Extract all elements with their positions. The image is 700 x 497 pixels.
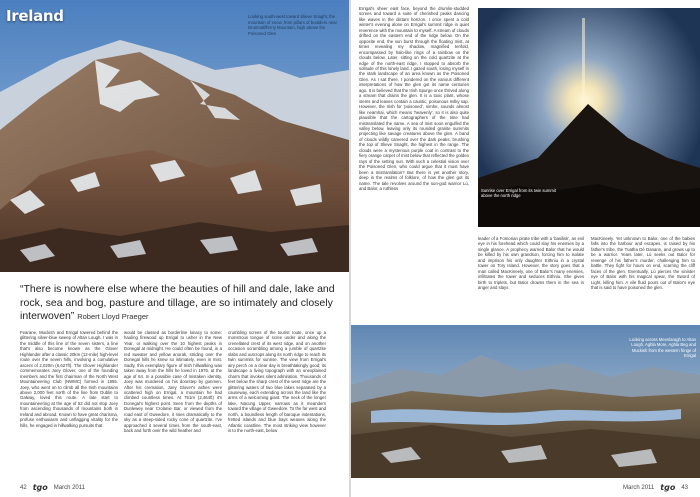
magazine-logo: tgo <box>32 483 48 492</box>
photo-caption: Looking south-west toward Slieve Snaght, the mountain of snow, from pillars of boulders near Drumnalifferny Mountain, high above the Poisoned Glen <box>248 14 338 36</box>
mountain-photo-art <box>0 0 349 272</box>
issue-date: March 2011 <box>53 484 85 491</box>
mountain-photo <box>0 0 349 272</box>
page-number-right: 43 <box>681 484 688 491</box>
pull-quote <box>20 283 338 324</box>
issue-date-right: March 2011 <box>623 484 655 491</box>
folio-left <box>20 483 85 492</box>
pull-quote-text: “There is nowhere else where the beauties of hill and dale, lake and rock, sea and bog, pasture and tillage, are so intimately and closely interwoven” <box>20 283 335 322</box>
body-column-2: would be classed as borderline lunacy to some: hauling firewood up Errigal to usher in the New Year, or walking over the 10 highest peaks in Donegal at midnight. He could often be found, in a red sweater and yellow anorak, striding over the Donegal hills he knew so intimately, even in mist. Sadly, this exemplary figure of Irish hillwalking was taken away from the hills he loved in 1976, at the age of 64. In a possible case of mistaken identity, Joey was murdered on his doorstep by gunmen. After his cremation, Joey Glover's ashes were scattered high on Errigal, a mountain he had climbed countless times. At 751m (2,464ft) it's Donegal's highest point. Seen from the depths of Dunlewey near Crolanie Bar, or viewed from the road east of Gweedore, it rises dramatically to the sky as a steep-sided rocky cone of quartzite. I've approached it several times from the south-east, back and forth over the wild heather and <box>124 330 222 434</box>
body-column-1: Fearane, Muckish and Errigal towered behind the glittering silver-blue sweep of Altan Lough. I was in the middle of this line of the seven sisters, a line that's also become known as the Glover Highlander after a classic 20km (12-mile) high-level route over the seven hills, involving a cumulative ascent of 2,020m (6,627ft). The Glover Highlander commemorates Joey Glover, one of the founding members and the first chairman of the North West Mountaineering Club (NWMC) formed in 1955. Joey, who went on to climb all the Irish mountains above 2,000 feet north of the line from Dublin to Galway, loved this route. A late start to mountaineering at the age of 52 did not stop Joey from ascending thousands of mountains both in Ireland and abroad. Known to have great charisma, profuse enthusiasm and unflagging vitality for the hills, he engaged in hillwalking pursuits that <box>20 330 118 428</box>
body-column-5: leader of a Fomorian pirate tribe with a 'basilisk', an evil eye in his forehead which could slay his enemies by a single glance. A prophecy warned Balor that he would be killed by his own grandson, forcing him to isolate and imprison his only daughter Eithniu in a crystal tower on Tory Island. However, the story goes that a man called MacKineely, one of Balor's many enemies, infiltrates the tower and seduces Eithniu. She gives birth to triplets, but Balor drowns them in the sea in anger and slays <box>478 236 584 291</box>
page-number: 42 <box>20 484 27 491</box>
body-column-6: MacKineely. Yet unknown to Balor, one of the babies falls into the harbour and escapes, is raised by his father's tribe, the Tuatha Dé Danann, and grows up to be a warrior. Years later, Lú seeks out Balor for revenge of his father's murder, challenging him to battle. They fight for hours on end, scarring the cliff faces of the glen. Eventually, Lú pierces the sinister eye of Balor with his magical spear, the Sword of Light, killing him. A vile fluid pours out of Balor's eye that is said to have poisoned the glen. <box>591 236 695 291</box>
right-page <box>351 0 700 497</box>
folio-right <box>623 483 688 492</box>
body-column-3: crumbling screes of the tourist route, once up a monstrous tongue of scree under and along the crenellated crest of its west ridge, and on another occasion scrambling among a jumble of quartzite slabs and outcrops along its north ridge to reach its twin summits for sunrise. The view from Errigal's airy perch on a clear day is breathtakingly good; its landscape a living topograph with an unexplained charm that invokes silent admiration. Thousands of feet below the sharp crest of the west ridge are the glittering waters of two blue lakes separated by a causeway, each extending across the land like the arms of a welcoming giant. The neck of the longer lake, Nacung Upper, narrows as it meanders toward the village of Gweedore. To the far west and north, a boundless length of baroque indentations, fretted islands and blue bays weaves along the Atlantic coastline. The most striking view however is to the north-east, below <box>228 330 326 434</box>
section-tag: Ireland <box>6 7 64 25</box>
sunrise-caption: Sunrise over Errigal from its twin summit above the north ridge <box>481 188 556 199</box>
loch-caption: Looking across Meenlaragh to Altan Lough, Aghla More, Aghla Beg and Muckish from the western fringe of Errigal <box>629 337 696 359</box>
magazine-logo-right: tgo <box>660 483 676 492</box>
pull-quote-author: Robert Lloyd Praeger <box>77 312 149 321</box>
left-page <box>0 0 349 497</box>
body-column-4: Errigal's sheer east face, beyond the drumlin-studded screes and toward a suite of cherished peaks dancing like waves in the distant horizon. I once spent a cold winter's evening alone on Errigal's summit ridge in quiet reverence with the mountain to myself. A stream of clouds drifted on the eastern end of the ridge below. On the opposite end, the sun burst through the floating mist, at times revealing my shadow, magnified tenfold, encompassed by halo-like rings of a rainbow on the clouds below. Later, sitting on the cold quartzite at the edge of the north-east ridge, I stopped to absorb the solitude of this lonely land. I gazed south, losing myself in the stark landscape of an area known as the Poisoned Glen. As I sat there, I pondered on the various different interpretations of how the glen got its name centuries ago. It is believed that the Irish Spurge once thrived along a stream that drains the glen. It is a toxic plant, whose stems and leaves contain a caustic, poisonous milky sap. However, the Irish for 'poisoned', nimhe, sounds almost like neamhai, which means 'heavenly', so it is also quite plausible that the cartographers of the time had mistranslated the name. A sea of mist soon engulfed the valley below, leaving only its rounded granite summits projecting like savage creatures above the glen. A band of clouds wildly careered over the dark peaks, brushing the top of Slieve Snaght, the highest in the range. The clouds were a mysterious purple coat in contrast to the fiery orange carpet of mist below that reflected the golden rays of the setting sun. With such a celestial vision over the Poisoned Glen, who could argue that it must have been a mistranslation? But there is yet another story, deep in the realms of folklore, of how the glen got its name. The tale revolves around the sun-god warrior Lú, and Balor, a ruthless <box>359 6 469 191</box>
